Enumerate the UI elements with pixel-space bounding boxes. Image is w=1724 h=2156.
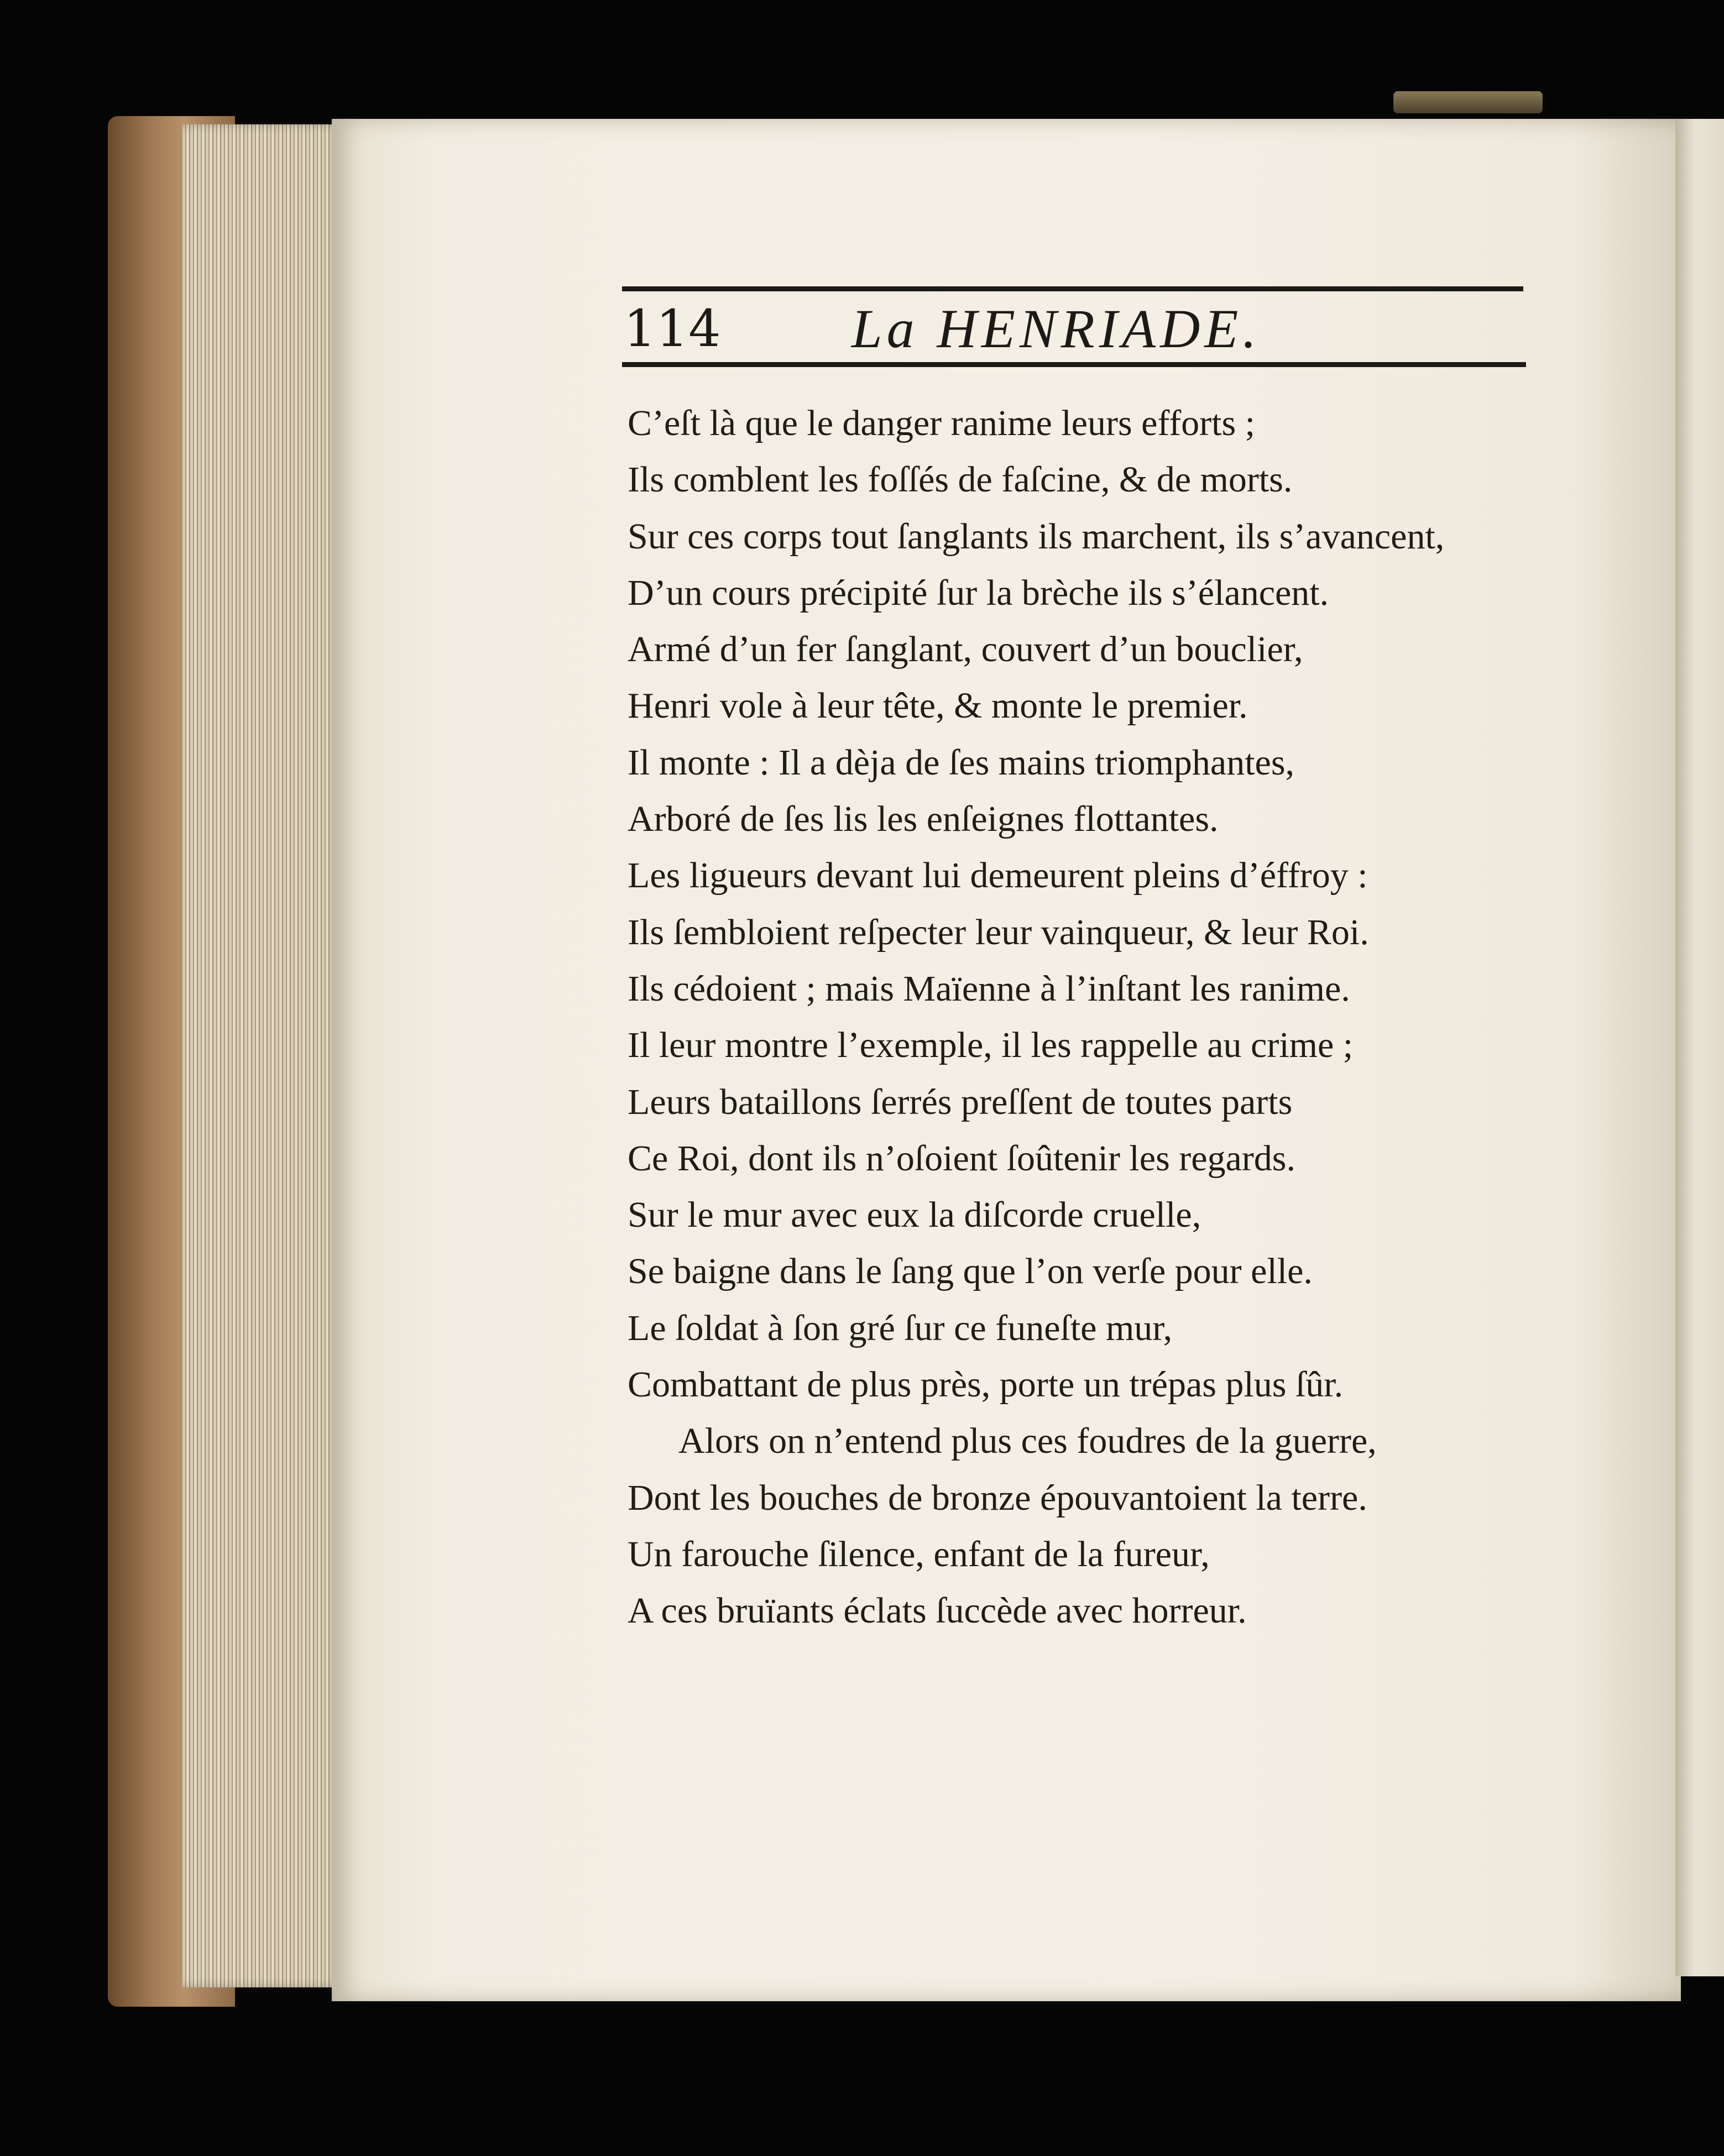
verse-line: Les ligueurs devant lui demeurent pleins d’éffroy : [628,855,1368,896]
verse-line: A ces bruïants éclats ſuccède avec horreur. [628,1590,1247,1631]
page-edges-stack [182,124,343,1987]
verse-line: Ce Roi, dont ils n’oſoient ſoûtenir les regards. [628,1138,1295,1179]
verse-line: Sur ces corps tout ſanglants ils marchent, ils s’avancent, [628,516,1445,557]
verse-line: Un farouche ſilence, enfant de la fureur, [628,1534,1210,1574]
page-number: 114 [624,299,721,358]
header-rule-bottom [622,362,1526,367]
verse-line: Il leur montre l’exemple, il les rappelle au crime ; [628,1025,1354,1066]
verse-line: Combattant de plus près, porte un trépas plus ſûr. [628,1364,1344,1405]
verse-line: Arboré de ſes lis les enſeignes flottantes. [628,799,1219,840]
verse-block [628,395,1579,1640]
facing-page-edge [1675,119,1724,1976]
header-rule-top [622,286,1523,291]
verse-line: Il monte : Il a dèja de ſes mains triomphantes, [628,742,1295,783]
verse-line: C’eſt là que le danger ranime leurs efforts ; [628,403,1256,443]
book-clasp [1393,91,1543,113]
verse-line: Le ſoldat à ſon gré ſur ce funeſte mur, [628,1307,1173,1348]
running-title: La HENRIADE. [851,298,1261,359]
verse-line: Ils comblent les foſſés de faſcine, & de morts. [628,459,1293,500]
verse-line: Se baigne dans le ſang que l’on verſe pour elle. [628,1251,1313,1292]
verse-line-indented: Alors on n’entend plus ces foudres de la guerre, [678,1421,1377,1462]
verse-line: Leurs bataillons ſerrés preſſent de toutes parts [628,1081,1293,1122]
verse-line: Armé d’un fer ſanglant, couvert d’un bouclier, [628,629,1303,670]
verse-line: Sur le mur avec eux la diſcorde cruelle, [628,1195,1201,1236]
verse-line: Ils cédoient ; mais Maïenne à l’inſtant les ranime. [628,968,1350,1009]
verse-line: D’un cours précipité ſur la brèche ils s’élancent. [628,572,1329,613]
verse-line: Henri vole à leur tête, & monte le premier. [628,685,1248,726]
verse-line: Ils ſembloient reſpecter leur vainqueur, & leur Roi. [628,912,1369,953]
verse-line: Dont les bouches de bronze épouvantoient la terre. [628,1477,1367,1518]
